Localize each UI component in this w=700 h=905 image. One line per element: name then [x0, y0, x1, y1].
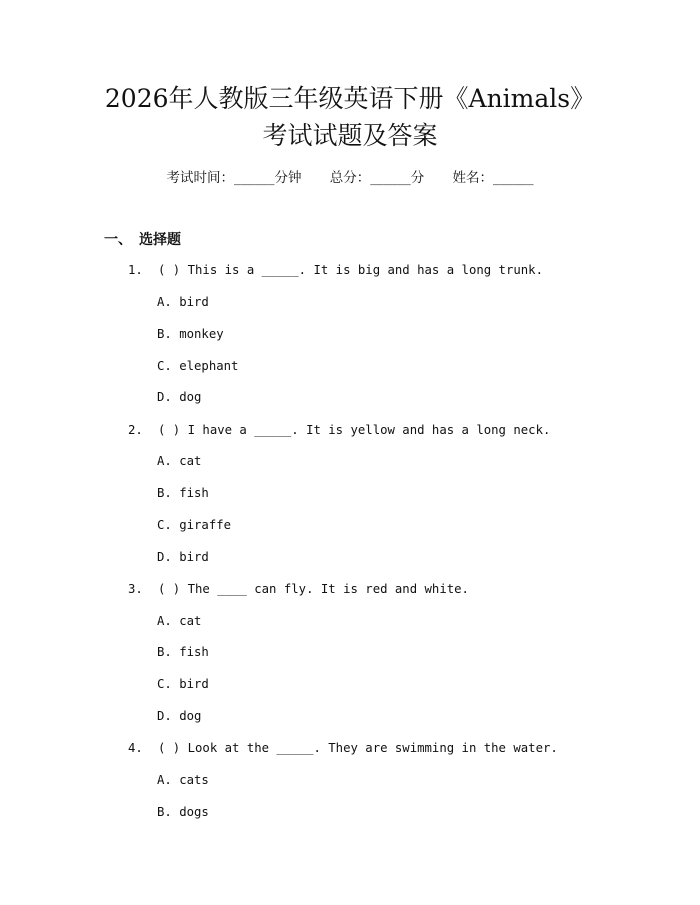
question-4-option-a: A. cats — [157, 773, 209, 787]
question-1-option-c: C. elephant — [157, 359, 239, 373]
question-number: 3. — [128, 582, 143, 596]
total-score-field: 总分：______分 — [329, 170, 425, 186]
question-2-option-b: B. fish — [157, 486, 209, 500]
question-text: ( ) Look at the _____. They are swimming in the water. — [158, 741, 558, 755]
question-3-option-d: D. dog — [157, 709, 202, 723]
section-title: 选择题 — [139, 232, 181, 248]
question-1-option-d: D. dog — [157, 390, 202, 404]
question-number: 1. — [128, 263, 143, 277]
question-number: 4. — [128, 741, 143, 755]
exam-time-field: 考试时间：______分钟 — [166, 170, 302, 186]
question-2-option-c: C. giraffe — [157, 518, 232, 532]
question-text: ( ) I have a _____. It is yellow and has a long neck. — [158, 423, 551, 437]
section-number: 一、 — [104, 232, 132, 248]
question-number: 2. — [128, 423, 143, 437]
question-text: ( ) This is a _____. It is big and has a long trunk. — [158, 263, 543, 277]
exam-title-line-1: 2026年人教版三年级英语下册《Animals》 — [104, 84, 596, 113]
exam-title-line-2: 考试试题及答案 — [262, 121, 438, 150]
question-1-option-b: B. monkey — [157, 327, 224, 341]
section-heading — [104, 231, 181, 249]
question-1 — [128, 261, 543, 279]
question-3-option-c: C. bird — [157, 677, 209, 691]
question-2-option-a: A. cat — [157, 454, 202, 468]
question-3-option-a: A. cat — [157, 614, 202, 628]
question-3-option-b: B. fish — [157, 645, 209, 659]
question-4 — [128, 739, 558, 757]
question-3 — [128, 580, 469, 598]
question-1-option-a: A. bird — [157, 295, 209, 309]
question-4-option-b: B. dogs — [157, 805, 209, 819]
question-text: ( ) The ____ can fly. It is red and white. — [158, 582, 469, 596]
student-name-field: 姓名：______ — [452, 170, 534, 186]
question-2 — [128, 421, 550, 439]
question-2-option-d: D. bird — [157, 550, 209, 564]
exam-meta — [0, 169, 700, 187]
